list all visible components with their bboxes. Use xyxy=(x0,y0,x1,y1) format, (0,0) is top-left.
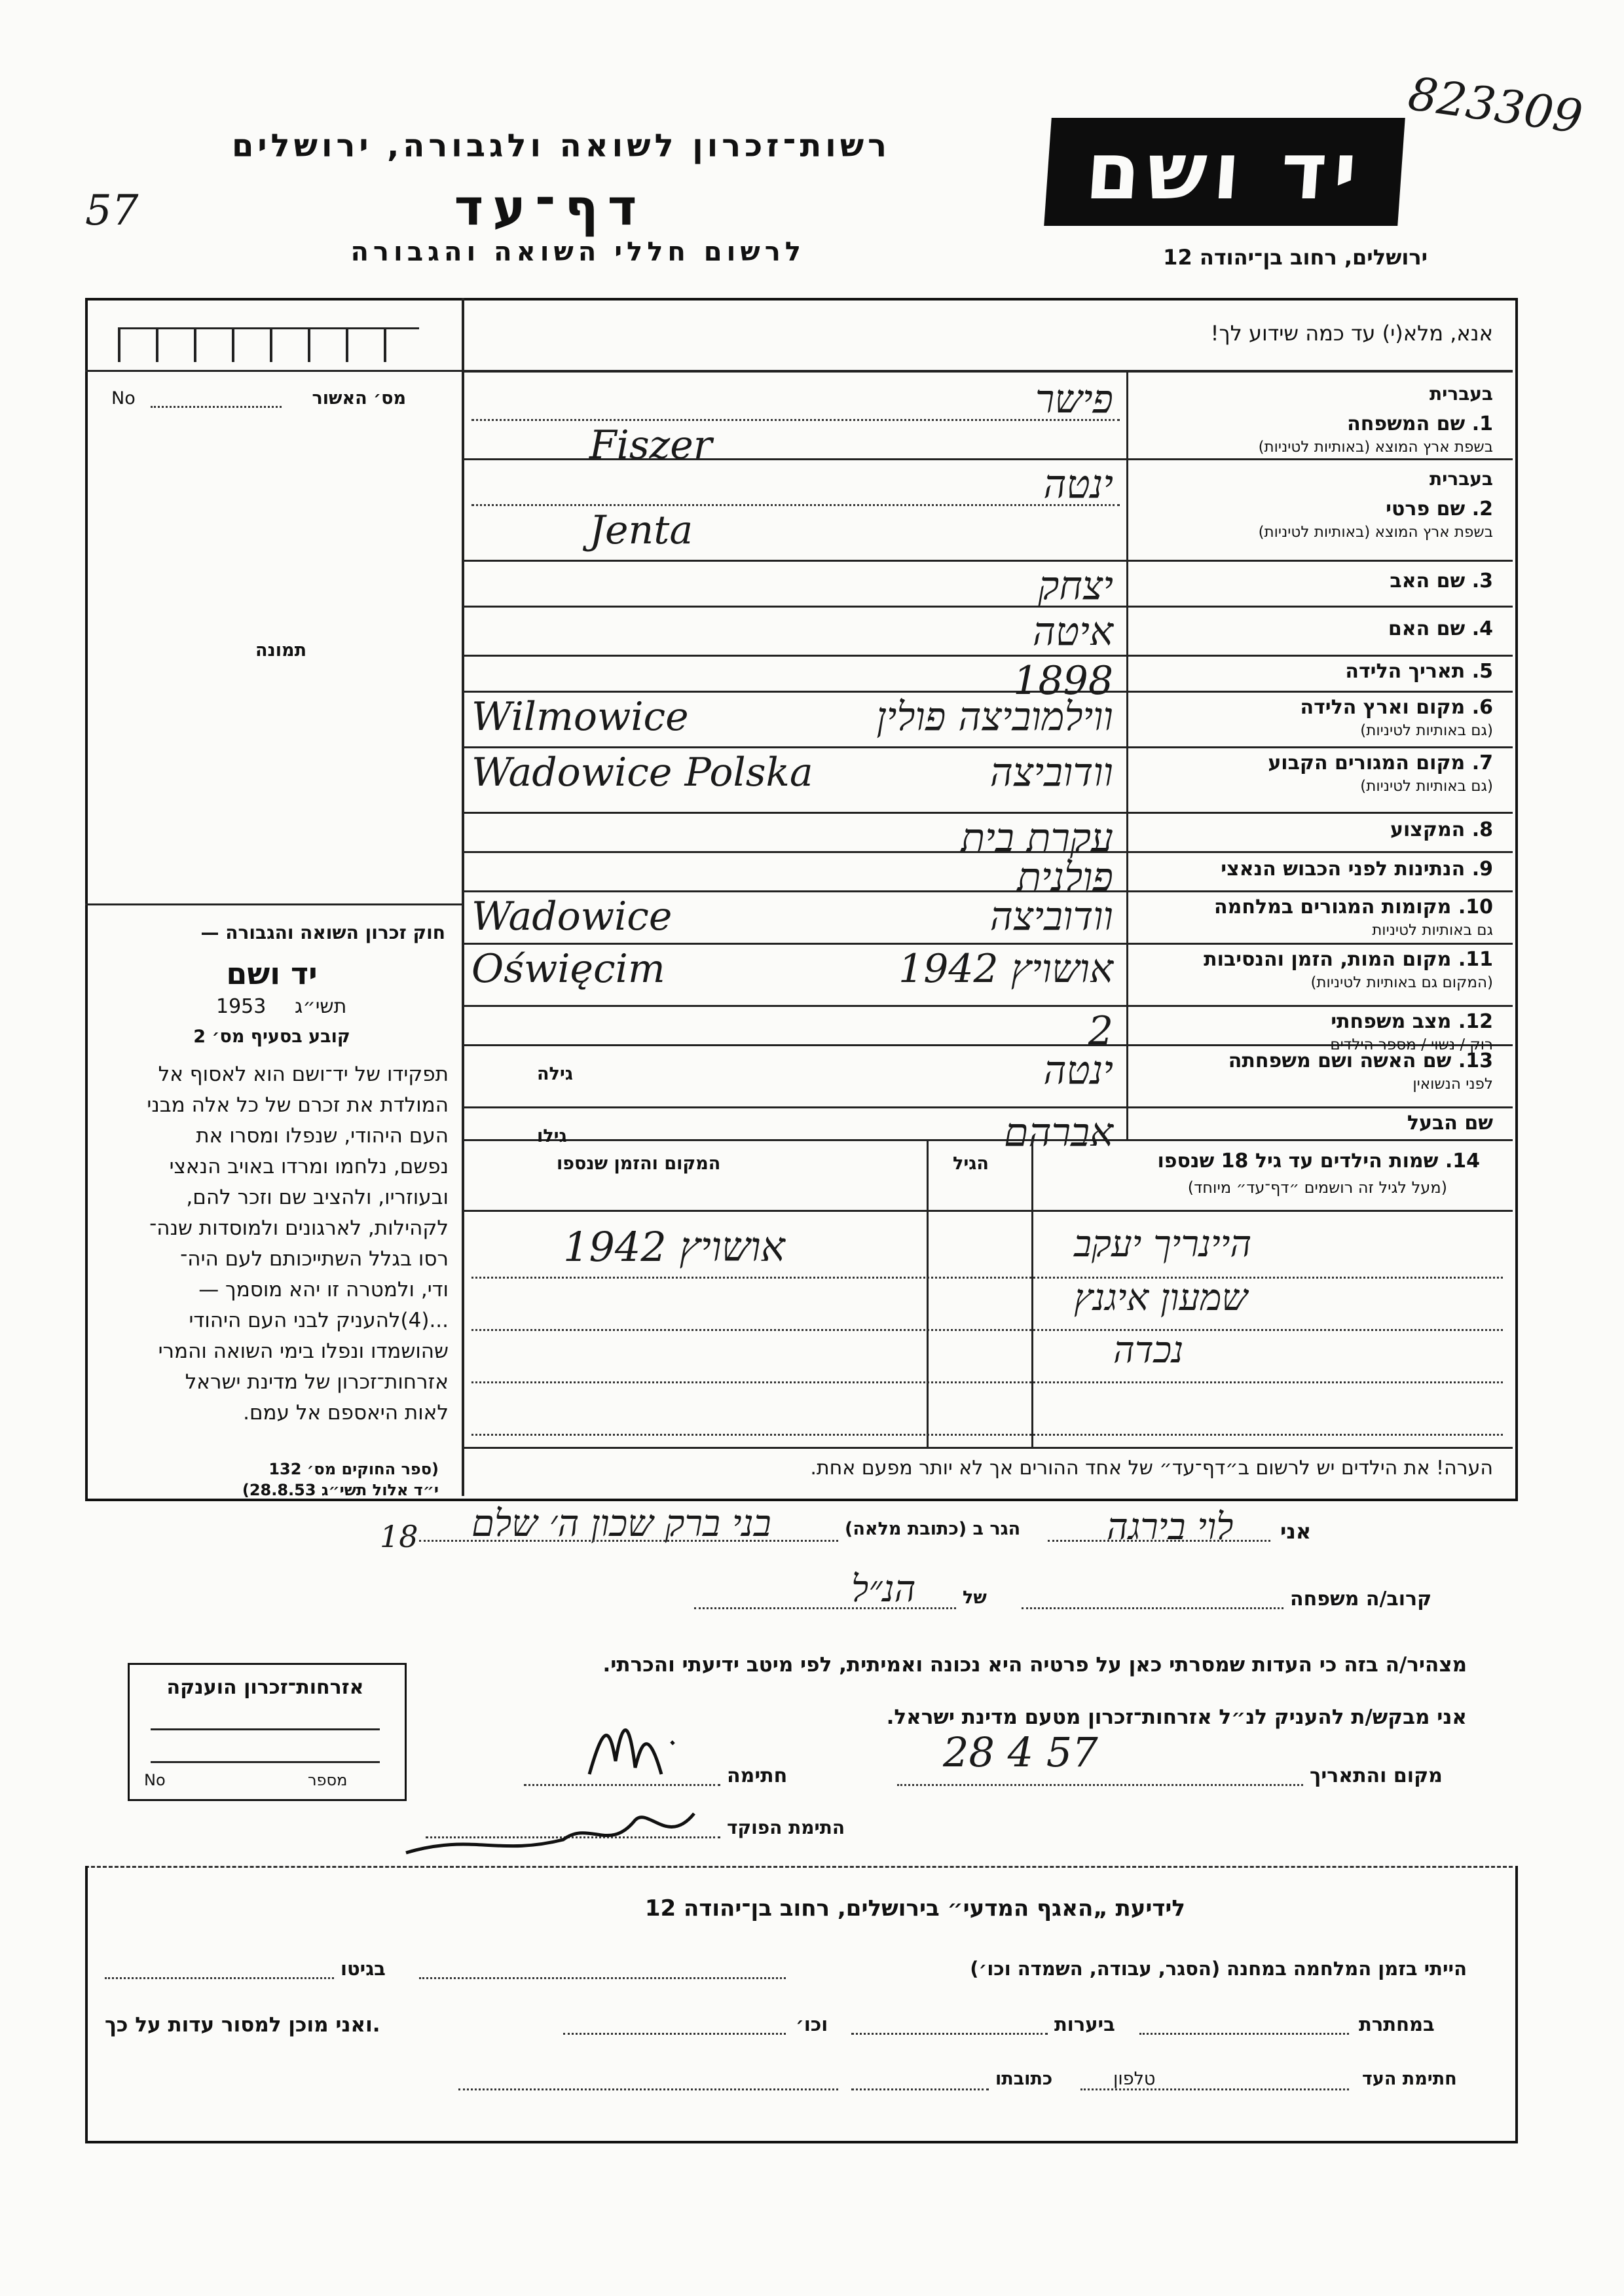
field-text: תאריך הלידה xyxy=(1345,660,1466,683)
bottom-witness-signature: חתימת העד xyxy=(1362,2069,1457,2089)
field-value-latin-6: Wilmowice xyxy=(471,694,689,740)
field-text: שם הבעל xyxy=(1407,1112,1493,1135)
field-text: שם האשה ושם משפחתה xyxy=(1228,1049,1452,1072)
field-label-9 xyxy=(1133,858,1493,881)
field-value-latin-10: Wadowice xyxy=(471,894,673,939)
yad-vashem-logo: יד ושם xyxy=(1044,118,1405,226)
bottom-col-mark: טלפון xyxy=(1113,2069,1156,2089)
field-num: 1. xyxy=(1471,412,1493,435)
field-text: שם פרטי xyxy=(1386,498,1466,520)
child-row-3-name: נכדה xyxy=(1113,1329,1184,1372)
ticks-strip xyxy=(118,327,419,362)
field-label-5 xyxy=(1133,660,1493,683)
law-year-heb: תשי״ג xyxy=(295,995,347,1018)
field-sub-7: (גם באותיות לטיניות) xyxy=(1360,778,1493,795)
field-value-10: וודוביצה xyxy=(989,894,1113,939)
field-age-label-14: גילו xyxy=(537,1126,567,1146)
field-label-4 xyxy=(1133,617,1493,640)
bottom-underground: במחתרת xyxy=(1359,2013,1435,2035)
field-label-6 xyxy=(1133,696,1493,719)
field-value-5: 1898 xyxy=(1013,658,1113,704)
field-value-11: אושויץ 1942 xyxy=(898,946,1113,992)
field-value-latin-7: Wadowice Polska xyxy=(471,750,813,795)
bottom-line1: הייתי בזמן המלחמה במחנה (הסגר, עבודה, השמדה וכו׳) xyxy=(970,1958,1467,1980)
field-value-latin-11: Oświęcim xyxy=(471,946,665,992)
field-num: 6. xyxy=(1471,696,1493,719)
of-label: של xyxy=(963,1588,987,1608)
field-sub-10: גם באותיות לטיניות xyxy=(1372,922,1493,939)
field-value-14: אברהם xyxy=(1004,1110,1113,1156)
field-num: 10. xyxy=(1458,896,1493,919)
permit-label: מס׳ האשור xyxy=(312,388,406,409)
residing-label: הגר ב (כתובת מלאה) xyxy=(845,1519,1021,1539)
bottom-etc: וכו׳ xyxy=(796,2013,828,2035)
field-num: 4. xyxy=(1471,617,1493,640)
citizenship-title: אזרחות־זכרון הוענקה xyxy=(166,1676,364,1699)
field-value-13: ינטה xyxy=(1043,1048,1113,1093)
date-value: 28 4 57 xyxy=(943,1728,1098,1776)
field-value-4: איטה xyxy=(1032,609,1113,655)
form-subtitle: לרשום חללי השואה והגבורה xyxy=(350,237,805,267)
field-text: מצב משפחתי xyxy=(1331,1010,1452,1033)
officer-label: התימת הפוקד xyxy=(727,1817,845,1838)
field-age-label-13: גילה xyxy=(537,1064,573,1084)
field-num: 8. xyxy=(1471,818,1493,841)
field-text: הנתינות לפני הכבוש הנאצי xyxy=(1221,858,1466,881)
bottom-address: כתובתו xyxy=(995,2069,1053,2089)
permit-no: No xyxy=(111,388,136,409)
field-label-13 xyxy=(1133,1049,1493,1072)
law-text: תפקידו של יד־ושם הוא לאסוף אל המולדת את זכרם של כל אלה מבני העם היהודי, שנפלו ומסרו את נפשם, נלחמו ומרדו באויב הנאצי ובעוזריו, ולהציב שם וזכר להם, לקהילות, לארגונים ולמוסדות שנה־ רסו בגלל השתייכותם לעם היה־ ודי, ולמטרה זו יהא מוסמך — ...(4)להעניק לבני העם היהודי שהושמדו ונפלו בימי השואה והמרי אזרחות־זכרון של מדינת ישראל לאות היאספם אל עמם. xyxy=(147,1063,449,1425)
declarant-name: לוי בירגה xyxy=(1107,1506,1234,1548)
relation-value: הנ״ל xyxy=(851,1568,916,1611)
place-date-label: מקום והתאריך xyxy=(1310,1764,1443,1787)
request: אני מבקש/ת להעניק לנ״ל אזרחות־זכרון מטעם מדינת ישראל. xyxy=(886,1705,1467,1729)
children-col-age: הגיל xyxy=(953,1154,989,1174)
field-text: מקום המות, הזמן והנסיבות xyxy=(1204,948,1452,971)
law-name: יד ושם xyxy=(226,956,318,991)
field-value-latin-2: Jenta xyxy=(589,507,693,553)
bottom-heading: לידיעת „האגף המדעי״ בירושלים, רחוב בן־יהודה 12 xyxy=(644,1895,1185,1922)
field-text: שם האב xyxy=(1390,570,1466,592)
archive-number: 823309 xyxy=(1405,66,1586,145)
field-label-3 xyxy=(1133,570,1493,592)
field-value-3: יצחק xyxy=(1038,563,1113,609)
note: הערה! את הילדים יש לרשום ב״דף־עד״ של אחד ההורים אך לא יותר מפעם אחת. xyxy=(810,1457,1493,1480)
field-label-11 xyxy=(1133,948,1493,971)
citizenship-number-label: מספר xyxy=(308,1771,348,1789)
law-clause: קובע בסעיף מס׳ 2 xyxy=(193,1027,350,1047)
bottom-ready: ואני מוכן למסור עדות על כך. xyxy=(105,2013,380,2037)
field-text: מקום וארץ הלידה xyxy=(1300,696,1466,719)
field-value-7: וודוביצה xyxy=(989,750,1113,795)
photo-label: תמונה xyxy=(255,640,307,661)
field-value-8: עקרת בית xyxy=(961,815,1113,861)
field-sub-11: (המקום גם באותיות לטיניות) xyxy=(1310,974,1493,991)
field-text: מקומות המגורים במלחמה xyxy=(1214,896,1452,919)
bottom-ghetto: בגיטו xyxy=(341,1958,386,1980)
field-value-2: ינטה xyxy=(1043,462,1113,507)
declarant-signature xyxy=(583,1702,694,1787)
officer-signature xyxy=(393,1794,707,1866)
field-heb-tag-1: בעברית xyxy=(1429,383,1493,405)
field-sub-12: רוק / נשוי / מספר הילדים xyxy=(1330,1036,1493,1053)
field-num: 2. xyxy=(1471,498,1493,520)
field-sub-13: לפני הנשואין xyxy=(1412,1076,1493,1093)
relation-label: קרוב/ה משפחה xyxy=(1290,1588,1432,1611)
field-heb-tag-2: בעברית xyxy=(1429,468,1493,490)
child-row-2-name: שמעון איגנץ xyxy=(1074,1277,1248,1319)
field-text: שם האם xyxy=(1388,617,1466,640)
field-num: 7. xyxy=(1471,752,1493,774)
declarant-address: בני ברק שכון ה׳ שלם xyxy=(471,1503,771,1545)
field-label-12 xyxy=(1133,1010,1493,1033)
child-row-1-name: היינריך יעקב xyxy=(1074,1223,1252,1266)
children-num: 14. xyxy=(1445,1150,1480,1173)
field-num: 11. xyxy=(1458,948,1493,971)
authority-line: רשות־זכרון לשואה ולגבורה, ירושלים xyxy=(231,128,891,164)
field-text: שם המשפחה xyxy=(1347,412,1466,435)
field-label-10 xyxy=(1133,896,1493,919)
children-title: שמות הילדים עד גיל 18 שנספו xyxy=(1157,1150,1439,1173)
field-orig-tag-1: בשפת ארץ המוצא (באותיות לטיניות) xyxy=(1258,439,1493,456)
field-text: המקצוע xyxy=(1390,818,1466,841)
i-label: אני xyxy=(1280,1519,1312,1544)
declarant-address-num: 18 xyxy=(380,1519,418,1554)
field-num: 9. xyxy=(1471,858,1493,881)
form-title: דף־עד xyxy=(454,178,646,236)
citizenship-no: No xyxy=(144,1771,166,1789)
field-orig-tag-2: בשפת ארץ המוצא (באותיות לטיניות) xyxy=(1258,524,1493,541)
field-num: 12. xyxy=(1458,1010,1493,1033)
field-num: 3. xyxy=(1471,570,1493,592)
law-title: חוק זכרון השואה והגבורה — xyxy=(200,922,445,943)
field-label-8 xyxy=(1133,818,1493,841)
signature-label: חתימה xyxy=(727,1764,788,1787)
field-value-9: פולנית xyxy=(1017,854,1113,900)
bottom-forests: ביערות xyxy=(1054,2013,1115,2035)
field-label-7 xyxy=(1133,752,1493,774)
children-subtitle: (מעל לגיל זה רושמים ״דף־עד״ מיוחד) xyxy=(1187,1178,1447,1197)
bottom-frame xyxy=(85,1866,1518,2143)
field-value-12: 2 xyxy=(1088,1008,1113,1054)
field-sub-6: (גם באותיות לטיניות) xyxy=(1360,722,1493,739)
law-source-2: י״ד אלול תשי״ג 28.8.53) xyxy=(242,1481,439,1499)
children-col-place: המקום והזמן שנספו xyxy=(557,1154,721,1174)
field-value-latin-1: Fiszer xyxy=(589,422,712,468)
child-row-1-place: אושויץ 1942 xyxy=(563,1223,785,1271)
instruction: אנא, מלא(י) עד כמה שידוע לך! xyxy=(1210,321,1493,346)
field-num: 5. xyxy=(1471,660,1493,683)
field-value-6: ווילמוביצה פולין xyxy=(876,694,1113,740)
law-year-greg: 1953 xyxy=(216,995,267,1018)
address: ירושלים, רחוב בן־יהודה 12 xyxy=(1163,245,1428,270)
field-label-14 xyxy=(1133,1112,1493,1135)
field-label-2 xyxy=(1133,498,1493,520)
field-label-1 xyxy=(1133,412,1493,435)
declaration: מצהיר/ה בזה כי העדות שמסרתי כאן על פרטיה היא נכונה ואמיתית, לפי מיטב ידיעתי והכרתי. xyxy=(602,1653,1467,1677)
margin-number: 57 xyxy=(85,187,139,235)
field-value-1: פישר xyxy=(1035,376,1113,422)
field-num: 13. xyxy=(1458,1049,1493,1072)
law-source-1: (ספר החוקים מס׳ 132 xyxy=(268,1460,439,1478)
field-text: מקום המגורים הקבוע xyxy=(1268,752,1466,774)
